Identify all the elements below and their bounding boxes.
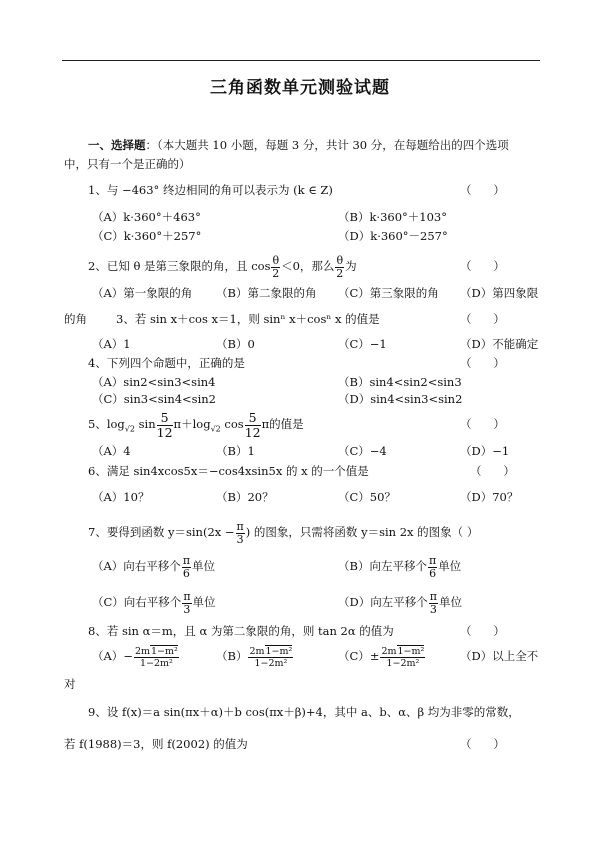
q1-option-b: （B）k·360°＋103° <box>338 210 447 224</box>
q6-answer-paren: （ ） <box>470 464 515 478</box>
q6-option-d: （D）70？ <box>460 490 519 504</box>
page-title: 三角函数单元测验试题 <box>210 78 390 98</box>
q5-stem: 5、$\log_{√2} \sin$ $\frac{5}{12}$ $\pi+\log_{√2}$ cos $\frac{5}{12}$ π的值是 <box>88 409 304 440</box>
q5-option-a: （A）4 <box>92 444 131 458</box>
q2-stem: 2、已知 θ 是第三象限的角，且 cos $\frac{\theta}{2}$ ＜0，那么 $\frac{\theta}{2}$ 为 <box>88 253 357 280</box>
q5-fraction-1: $\frac{5}{12}$ <box>156 409 173 440</box>
section-intro-line2: 中，只有一个是正确的） <box>64 157 191 171</box>
q3-option-d: （D）不能确定 <box>460 337 539 351</box>
q4-option-b: （B）sin4<sin2<sin3 <box>338 375 462 389</box>
q7-fraction: $\frac{\pi}{3}$ <box>236 519 244 546</box>
q4-answer-paren: （ ） <box>460 356 505 370</box>
q5-option-b: （B）1 <box>216 444 255 458</box>
q2-option-d-tail: 的角 <box>64 312 87 326</box>
q3-option-a: （A）1 <box>92 337 131 351</box>
q6-option-b: （B）20？ <box>216 490 274 504</box>
q5-option-d: （D）−1 <box>460 444 510 458</box>
q8-option-c: （C）± $\frac{\text{2m1−m²}}{\text{1−2m²}}$ <box>338 645 425 669</box>
q8-option-b: （B） $\frac{\text{2m1−m²}}{\text{1−2m²}}$ <box>216 645 293 669</box>
q5-answer-paren: （ ） <box>460 417 505 431</box>
q3-option-c: （C）−1 <box>338 337 387 351</box>
q5-fraction-2: $\frac{5}{12}$ <box>244 409 261 440</box>
q2-answer-paren: （ ） <box>460 259 505 273</box>
q1-answer-paren: （ ） <box>460 183 505 197</box>
q9-line2: 若 f(1988)＝3，则 f(2002) 的值为 <box>64 737 248 751</box>
q8-option-d: （D）以上全不 <box>460 649 539 663</box>
q7-stem: 7、要得到函数 y＝sin(2x − $\frac{\pi}{3}$ ) 的图象，只需将函数 y＝sin 2x 的图象（ ） <box>88 519 479 546</box>
q1-option-d: （D）k·360°－257° <box>338 229 448 243</box>
q6-option-c: （C）50？ <box>338 490 396 504</box>
q8-answer-paren: （ ） <box>460 624 505 638</box>
q3-answer-paren: （ ） <box>460 312 505 326</box>
q8-option-d-tail: 对 <box>64 677 76 691</box>
q2-option-c: （C）第三象限的角 <box>338 286 439 300</box>
q4-option-a: （A）sin2<sin3<sin4 <box>92 375 216 389</box>
q7-option-d: （D）向左平移个 $\frac{\pi}{3}$ 单位 <box>338 589 462 616</box>
q7-option-b: （B）向左平移个 $\frac{\pi}{6}$ 单位 <box>338 553 462 580</box>
q8-option-a: （A）− $\frac{\text{2m1−m²}}{\text{1−2m²}}$ <box>92 645 178 669</box>
q1-option-c: （C）k·360°＋257° <box>92 229 202 243</box>
q9-line1: 9、设 f(x)＝a sin(πx＋α)＋b cos(πx＋β)+4，其中 a、b、α、β 均为非零的常数， <box>88 705 520 719</box>
q5-option-c: （C）−4 <box>338 444 387 458</box>
q3-stem: 3、若 sin x＋cos x＝1，则 sinⁿ x＋cosⁿ x 的值是 <box>116 312 380 326</box>
header-rule <box>62 60 540 61</box>
q3-option-b: （B）0 <box>216 337 255 351</box>
q2-fraction-1: $\frac{\theta}{2}$ <box>272 253 280 280</box>
q2-fraction-2: $\frac{\theta}{2}$ <box>336 253 344 280</box>
q1-option-a: （A）k·360°＋463° <box>92 210 201 224</box>
q6-stem: 6、满足 sin4xcos5x＝−cos4xsin5x 的 x 的一个值是 <box>88 464 369 478</box>
q2-option-d: （D）第四象限 <box>460 286 539 300</box>
q4-stem: 4、下列四个命题中，正确的是 <box>88 356 245 370</box>
q8-stem: 8、若 sin α＝m，且 α 为第二象限的角，则 tan 2α 的值为 <box>88 624 394 638</box>
q7-option-a: （A）向右平移个 $\frac{\pi}{6}$ 单位 <box>92 553 216 580</box>
q4-option-c: （C）sin3<sin4<sin2 <box>92 392 216 406</box>
q9-answer-paren: （ ） <box>460 737 505 751</box>
q6-option-a: （A）10？ <box>92 490 150 504</box>
section-intro-line1: 一、选择题：（本大题共 10 小题，每题 3 分，共计 30 分，在每题给出的四个选项 <box>88 138 509 152</box>
q7-option-c: （C）向右平移个 $\frac{\pi}{3}$ 单位 <box>92 589 216 616</box>
q2-option-a: （A）第一象限的角 <box>92 286 193 300</box>
section-heading: 一、选择题 <box>88 138 146 152</box>
q2-option-b: （B）第二象限的角 <box>216 286 317 300</box>
q1-stem: 1、与 −463° 终边相同的角可以表示为 (k ∈ Z) <box>88 183 333 197</box>
q4-option-d: （D）sin4<sin3<sin2 <box>338 392 463 406</box>
